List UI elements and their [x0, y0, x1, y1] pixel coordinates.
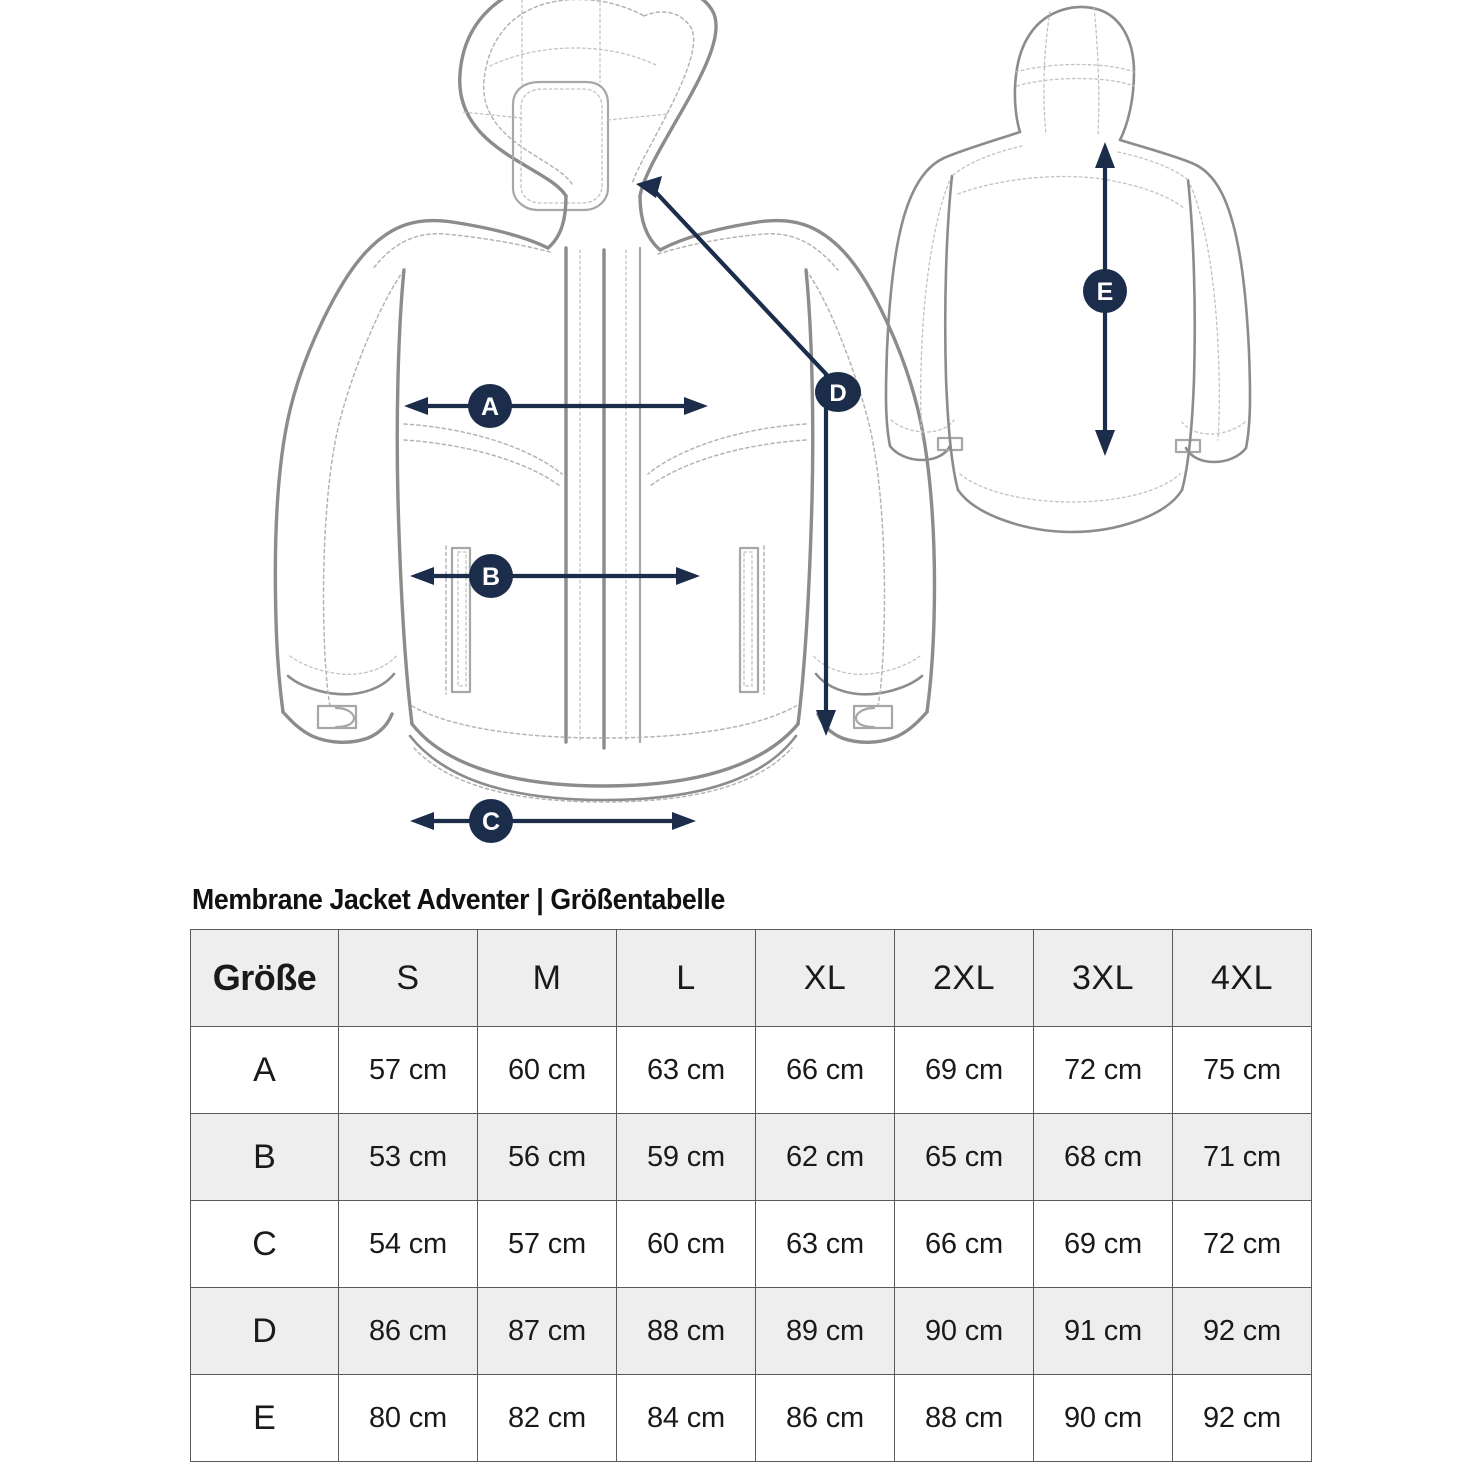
- cuff-tab-left: [318, 706, 356, 728]
- cell-b-l: 59 cm: [617, 1114, 756, 1201]
- cell-b-2xl: 65 cm: [895, 1114, 1034, 1201]
- pocket-right: [740, 546, 764, 694]
- size-table-area: [190, 884, 1312, 1462]
- row-label-a: A: [191, 1027, 339, 1114]
- cell-b-m: 56 cm: [478, 1114, 617, 1201]
- measurement-marker-c: [410, 799, 696, 843]
- cell-c-4xl: 72 cm: [1173, 1201, 1312, 1288]
- cell-e-2xl: 88 cm: [895, 1375, 1034, 1462]
- cell-d-l: 88 cm: [617, 1288, 756, 1375]
- table-row: [191, 1201, 1312, 1288]
- cell-c-3xl: 69 cm: [1034, 1201, 1173, 1288]
- cell-d-3xl: 91 cm: [1034, 1288, 1173, 1375]
- row-label-b: B: [191, 1114, 339, 1201]
- cell-e-xl: 86 cm: [756, 1375, 895, 1462]
- cell-a-m: 60 cm: [478, 1027, 617, 1114]
- cell-d-4xl: 92 cm: [1173, 1288, 1312, 1375]
- cell-d-s: 86 cm: [339, 1288, 478, 1375]
- cell-a-l: 63 cm: [617, 1027, 756, 1114]
- cell-a-4xl: 75 cm: [1173, 1027, 1312, 1114]
- pocket-left: [446, 546, 470, 694]
- marker-label-a: A: [480, 393, 500, 421]
- cell-a-2xl: 69 cm: [895, 1027, 1034, 1114]
- marker-label-c: C: [481, 808, 501, 836]
- measurement-marker-e: [1083, 142, 1127, 456]
- marker-label-b: B: [481, 563, 501, 591]
- header-size-s: S: [339, 930, 478, 1027]
- cell-d-2xl: 90 cm: [895, 1288, 1034, 1375]
- cell-a-3xl: 72 cm: [1034, 1027, 1173, 1114]
- jacket-body-front: [275, 221, 934, 802]
- cell-e-l: 84 cm: [617, 1375, 756, 1462]
- cell-c-m: 57 cm: [478, 1201, 617, 1288]
- cell-e-m: 82 cm: [478, 1375, 617, 1462]
- hood-front: [460, 0, 716, 210]
- cuff-tab-right: [854, 706, 892, 728]
- header-size-4xl: 4XL: [1173, 930, 1312, 1027]
- marker-label-d: D: [829, 380, 847, 407]
- table-row: [191, 1288, 1312, 1375]
- table-row: [191, 1027, 1312, 1114]
- header-size-xl: XL: [756, 930, 895, 1027]
- page-title: Membrane Jacket Adventer | Größentabelle: [192, 884, 725, 916]
- header-size-label: Größe: [191, 930, 339, 1027]
- cell-a-xl: 66 cm: [756, 1027, 895, 1114]
- cell-c-s: 54 cm: [339, 1201, 478, 1288]
- row-label-d: D: [191, 1288, 339, 1375]
- size-chart-table: [190, 929, 1312, 1462]
- table-header-row: [191, 930, 1312, 1027]
- cell-e-3xl: 90 cm: [1034, 1375, 1173, 1462]
- header-size-l: L: [617, 930, 756, 1027]
- hood-back: [1015, 7, 1134, 140]
- measurement-marker-d: [636, 176, 861, 736]
- jacket-body-back: [886, 132, 1250, 532]
- table-row: [191, 1114, 1312, 1201]
- cell-b-s: 53 cm: [339, 1114, 478, 1201]
- marker-label-e: E: [1096, 278, 1114, 306]
- cell-c-2xl: 66 cm: [895, 1201, 1034, 1288]
- header-size-3xl: 3XL: [1034, 930, 1173, 1027]
- cell-c-xl: 63 cm: [756, 1201, 895, 1288]
- cell-b-xl: 62 cm: [756, 1114, 895, 1201]
- cell-e-s: 80 cm: [339, 1375, 478, 1462]
- measurement-marker-a: [404, 384, 708, 428]
- header-size-2xl: 2XL: [895, 930, 1034, 1027]
- row-label-c: C: [191, 1201, 339, 1288]
- jacket-front-view: [275, 0, 934, 843]
- cell-b-4xl: 71 cm: [1173, 1114, 1312, 1201]
- cell-a-s: 57 cm: [339, 1027, 478, 1114]
- cell-d-m: 87 cm: [478, 1288, 617, 1375]
- cell-c-l: 60 cm: [617, 1201, 756, 1288]
- table-row: [191, 1375, 1312, 1462]
- cell-b-3xl: 68 cm: [1034, 1114, 1173, 1201]
- row-label-e: E: [191, 1375, 339, 1462]
- cell-d-xl: 89 cm: [756, 1288, 895, 1375]
- jacket-back-view: [886, 7, 1250, 532]
- header-size-m: M: [478, 930, 617, 1027]
- measurement-marker-b: [410, 554, 700, 598]
- cell-e-4xl: 92 cm: [1173, 1375, 1312, 1462]
